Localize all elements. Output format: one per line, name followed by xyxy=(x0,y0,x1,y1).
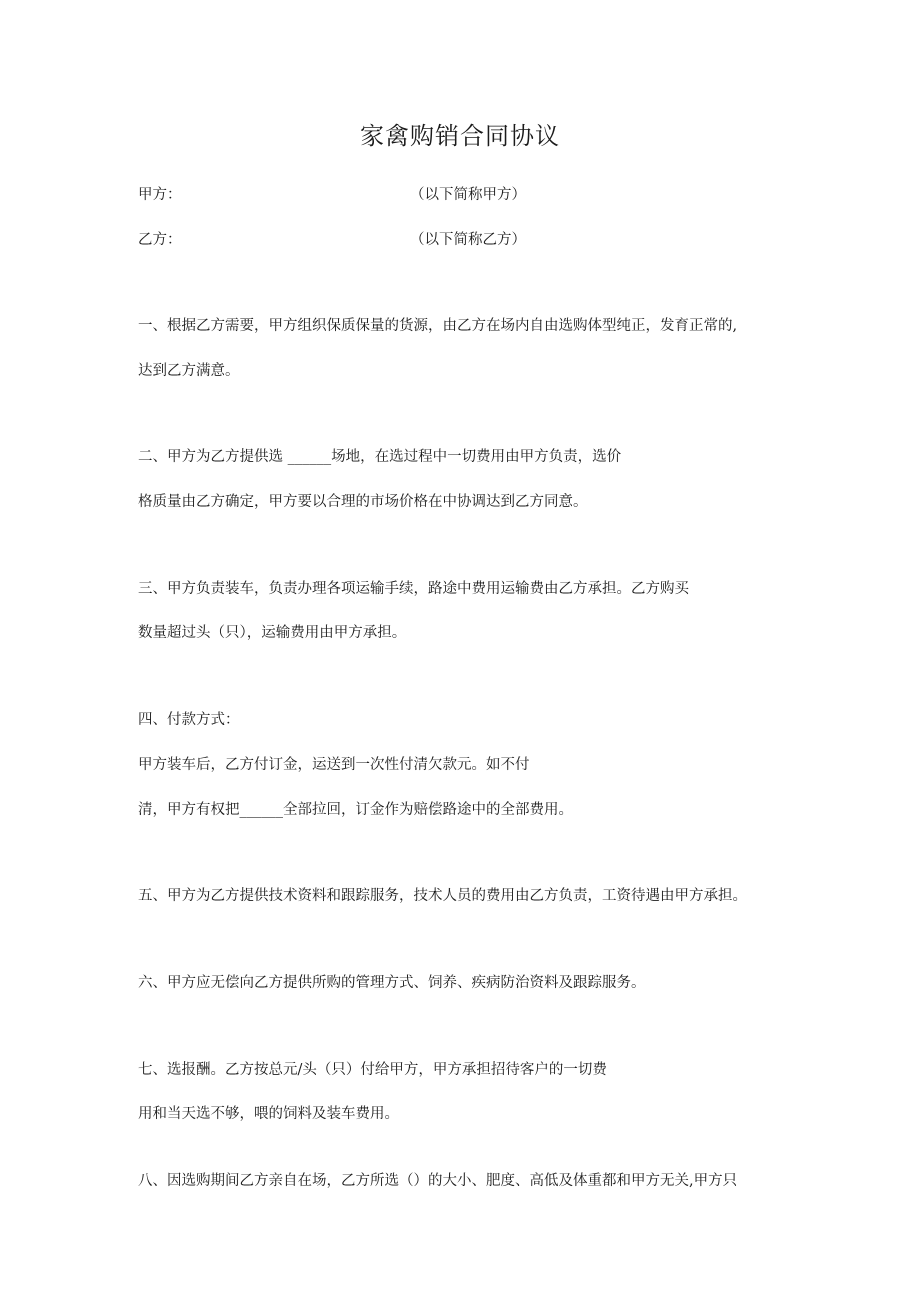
clause-4-line-3: 清，甲方有权把______全部拉回，订金作为赔偿路途中的全部费用。 xyxy=(138,802,573,818)
clause-2-line-1: 二、甲方为乙方提供选 ______场地，在选过程中一切费用由甲方负责，选价 xyxy=(138,449,622,465)
clause-4-line-2: 甲方装车后，乙方付订金，运送到一次性付清欠款元。如不付 xyxy=(138,757,530,773)
party-b-note: （以下简称乙方） xyxy=(410,232,526,248)
clause-1-line-1: 一、根据乙方需要，甲方组织保质保量的货源，由乙方在场内自由选购体型纯正，发育正常的, xyxy=(138,318,738,334)
clause-5-line-1: 五、甲方为乙方提供技术资料和跟踪服务，技术人员的费用由乙方负责，工资待遇由甲方承担。 xyxy=(138,888,747,904)
clause-3-line-1: 三、甲方负责装车，负责办理各项运输手续，路途中费用运输费由乙方承担。乙方购买 xyxy=(138,581,689,597)
party-b-label: 乙方： xyxy=(138,232,182,248)
party-a-note: （以下简称甲方） xyxy=(410,187,526,203)
clause-7-line-1: 七、选报酬。乙方按总元/头（只）付给甲方，甲方承担招待客户的一切费 xyxy=(138,1062,607,1078)
clause-8-line-1: 八、因选购期间乙方亲自在场，乙方所选（）的大小、肥度、高低及体重都和甲方无关,甲方只 xyxy=(138,1173,738,1189)
clause-3-line-2: 数量超过头（只），运输费用由甲方承担。 xyxy=(138,625,407,641)
clause-7-line-2: 用和当天选不够，喂的饲料及装车费用。 xyxy=(138,1106,399,1122)
clause-4-heading: 四、付款方式： xyxy=(138,712,240,728)
clause-2-line-2: 格质量由乙方确定，甲方要以合理的市场价格在中协调达到乙方同意。 xyxy=(138,494,588,510)
document-title: 家禽购销合同协议 xyxy=(360,122,560,150)
clause-6-line-1: 六、甲方应无偿向乙方提供所购的管理方式、饲养、疾病防治资料及跟踪服务。 xyxy=(138,975,646,991)
clause-1-line-2: 达到乙方满意。 xyxy=(138,363,240,379)
party-a-label: 甲方： xyxy=(138,187,182,203)
